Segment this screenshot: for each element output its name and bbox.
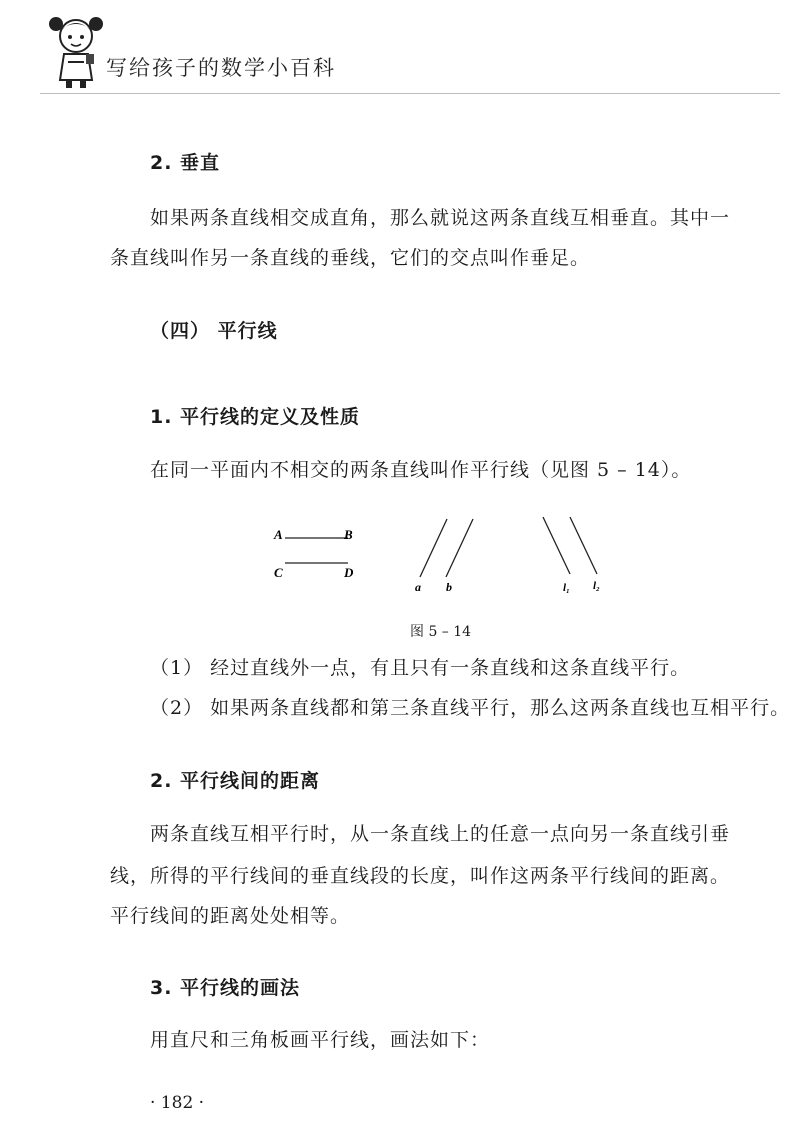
line-l1 (543, 517, 570, 574)
label-l1: l₁ (563, 582, 570, 594)
drawing-paragraph: 用直尺和三角板画平行线，画法如下： (150, 1029, 491, 1051)
label-a-upper: A (274, 527, 283, 542)
paragraph-line: 两条直线互相平行时，从一条直线上的任意一点向另一条直线引垂 (150, 823, 731, 845)
parallel-lines-figure (260, 505, 620, 605)
paragraph-line: 如果两条直线相交成直角，那么就说这两条直线互相垂直。其中一 (150, 207, 731, 229)
line-b (446, 519, 473, 577)
label-d-upper: D (344, 565, 354, 580)
label-b-upper: B (344, 527, 353, 542)
section-heading-parallel-lines: （四） 平行线 (150, 320, 278, 342)
paragraph-line: 条直线叫作另一条直线的垂线，它们的交点叫作垂足。 (110, 247, 591, 269)
page-header (40, 10, 760, 120)
section-heading-definition: 1. 平行线的定义及性质 (150, 406, 361, 428)
line-l2 (570, 517, 597, 574)
line-a (420, 519, 447, 577)
definition-paragraph: 在同一平面内不相交的两条直线叫作平行线（见图 5 – 14）。 (150, 459, 692, 481)
list-item: （2） 如果两条直线都和第三条直线平行，那么这两条直线也互相平行。 (150, 697, 791, 719)
list-item: （1） 经过直线外一点，有且只有一条直线和这条直线平行。 (150, 657, 691, 679)
page-number: · 182 · (150, 1093, 205, 1113)
series-title: 写给孩子的数学小百科 (106, 56, 336, 80)
section-heading-drawing: 3. 平行线的画法 (150, 977, 301, 999)
label-a-lower: a (415, 580, 421, 594)
section-heading-perpendicular: 2. 垂直 (150, 152, 221, 174)
girl-mascot-icon (46, 10, 106, 90)
paragraph-line: 平行线间的距离处处相等。 (110, 905, 351, 927)
paragraph-line: 线，所得的平行线间的垂直线段的长度，叫作这两条平行线间的距离。 (110, 865, 731, 887)
label-c-upper: C (274, 565, 283, 580)
header-divider (40, 93, 780, 94)
section-heading-distance: 2. 平行线间的距离 (150, 770, 321, 792)
figure-caption: 图 5 – 14 (410, 624, 472, 640)
label-l2: l₂ (593, 580, 600, 592)
label-b-lower: b (446, 580, 452, 594)
